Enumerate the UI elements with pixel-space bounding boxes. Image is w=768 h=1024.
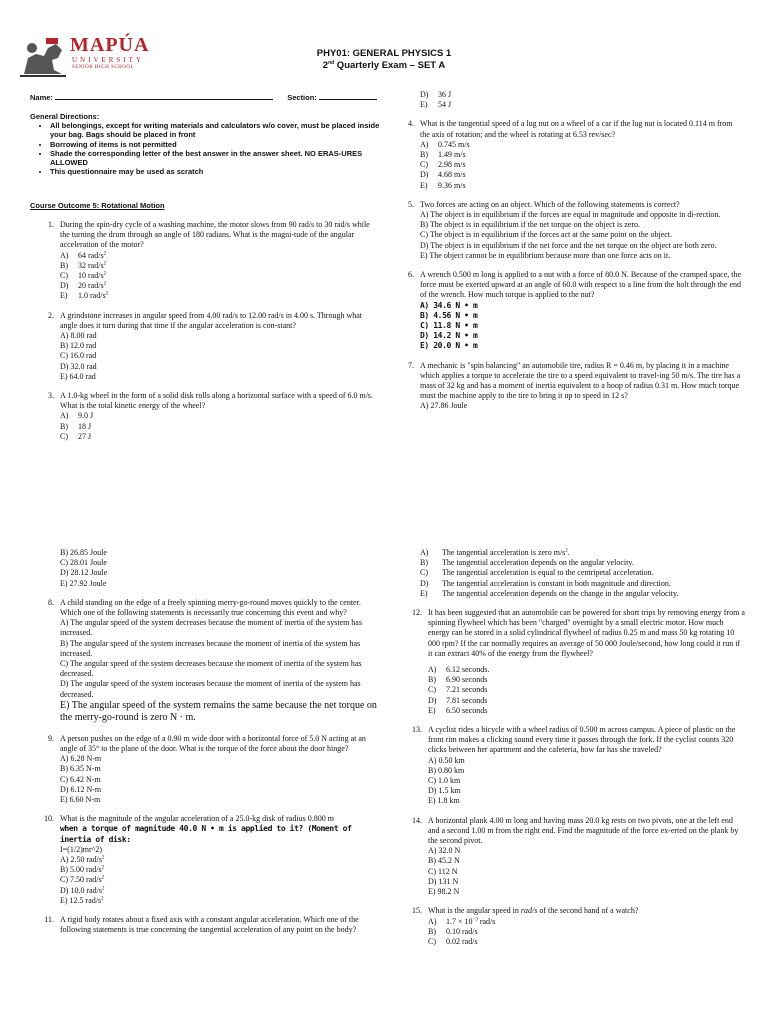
question-text: A cyclist rides a bicycle with a wheel radius of 0.500 m across campus. A piece of plastic on the front rim makes a clicking sound every time it passes through the fork. If the cyclist counts 320 clicks between her apartment and the cafeteria, how far has she traveled?: [428, 725, 736, 755]
answer-option: C) The tangential acceleration is equal to the centripetal acceleration.: [420, 568, 654, 578]
question-10: 10. What is the magnitude of the angular acceleration of a 25.0-kg disk of radius 0.800 m when a torque of magnitude 40.0 N • m is applied to it? (Moment of inertia of disk: I=(1/2)mr^2) A) 2.50 rad/$s^2$ B) 5.00 rad/$s^2$ C) 7.50 rad/$s^2$ D) 10.0 rad/$s^2$ E) 12.5 rad/$s^2$: [38, 814, 378, 906]
mapua-emblem-icon: [18, 34, 68, 78]
question-text: A child standing on the edge of a freely spinning merry-go-round moves quickly to the center. Which one of the following statements is necessarily true concerning this event and why?: [60, 597, 361, 618]
answer-option: A) 64 rad/$s^2$: [60, 250, 107, 260]
page2-left-column: [38, 548, 378, 945]
answer-option: D) The angular speed of the system increases because the moment of inertia of the system has decreased.: [60, 679, 361, 699]
answer-option: D) The object is in equilibrium if the net force and the net torque on the object are both zero.: [420, 240, 717, 250]
answer-option: B) 18 J: [60, 421, 92, 431]
question-text-cont: I=(1/2)mr^2): [60, 844, 103, 854]
question-4: 4. What is the tangential speed of a lug nut on a wheel of a car if the lug nut is located 0.114 m from the axis of rotation; and the wheel is rotating at 6.53 rev/sec? A) 0.745 m/s B) 1.49 m/s C) 2.98 m/s D) 4.68 m/s E) 9.36 m/s: [398, 119, 743, 190]
question-text: A horizontal plank 4.00 m long and having mass 20.0 kg rests on two pivots, one at the left end and a second 1.00 m from the right end. Find the magnitude of the force ex-erted on the plank by the second pivot.: [428, 815, 739, 846]
question-text: It has been suggested that an automobile can be powered for short trips by removing energy from a spinning flywheel which has been "charged" overnight by a small electric motor. How much energy can be stored in a solid cylindrical flywheel of radius 0.25 m and mass 50 kg rotating 10 000 rpm? If the car normally requires an average of 50 000 Joule/second, how long could it run if it can extract 40% of the energy from the flywheel?: [428, 608, 745, 658]
answer-option: B) 0.80 km: [428, 765, 465, 775]
name-field[interactable]: [55, 91, 273, 100]
answer-option: E) The object cannot be in equilibrium because more than one force acts on it.: [420, 250, 671, 260]
question-14: 14. A horizontal plank 4.00 m long and having mass 20.0 kg rests on two pivots, one at the left end and a second 1.00 m from the right end. Find the magnitude of the force ex-erted on the plank by the second pivot. A) 32.0 N B) 45.2 N C) 112 N D) 131 N E) 98.2 N: [406, 816, 746, 898]
answer-option: B) 26.85 Joule: [60, 548, 107, 557]
answer-option: E) 12.5 rad/$s^2$: [60, 895, 104, 905]
answer-option: E) 27.92 Joule: [60, 578, 107, 588]
question-2: 2. A grindstone increases in angular speed from 4.00 rad/s to 12.00 rad/s in 4.00 s. Through what angle does it turn during that time if the angular acceleration is con-stant? A) 8.00 rad B) 12.0 rad C) 16.0 rad D) 32.0 rad E) 64.0 rad: [38, 311, 378, 382]
answer-option: C) 7.50 rad/$s^2$: [60, 875, 105, 885]
answer-option: B) 45.2 N: [428, 856, 460, 866]
answer-option: D) 14.2 N • m: [420, 331, 478, 341]
answer-option: C) 28.01 Joule: [60, 558, 107, 568]
question-text: A 1.0-kg wheel in the form of a solid disk rolls along a horizontal surface with a speed of 6.0 m/s. What is the total kinetic energy of the wheel?: [60, 391, 374, 411]
answer-option: E) 64.0 rad: [60, 371, 96, 381]
answer-option: A) 34.6 N • m: [420, 300, 478, 310]
answer-option: D) 7.81 seconds: [428, 695, 488, 705]
answer-option: C) 2.98 m/s: [420, 160, 466, 170]
answer-option: A) 0.745 m/s: [420, 139, 470, 149]
answer-option: A) 9.0 J: [60, 411, 94, 421]
answer-option: D) 10.0 rad/$s^2$: [60, 885, 105, 895]
logo-university: UNIVERSITY: [72, 56, 144, 64]
name-label: Name:: [30, 93, 53, 102]
answer-option: B) 12.0 rad: [60, 341, 97, 351]
direction-item: • All belongings, except for writing materials and calculators w/o cover, must be placed inside your bag. Bags should be placed in front: [50, 121, 380, 139]
answer-option: D) 20 rad/$s^2$: [60, 281, 107, 291]
answer-option: C) 112 N: [428, 866, 458, 876]
question-text: A person pushes on the edge of a 0.90 m wide door with a horizontal force of 5.0 N acting at an angle of 35° to the plane of the door. What is the torque of the force about the door hinge?: [60, 733, 366, 754]
direction-item: • Shade the corresponding letter of the best answer in the answer sheet. NO ERAS-URES ALLOWED: [50, 149, 380, 167]
school-logo: [18, 34, 148, 78]
general-directions: [30, 112, 380, 176]
question-9: 9. A person pushes on the edge of a 0.90 m wide door with a horizontal force of 5.0 N acting at an angle of 35° to the plane of the door. What is the torque of the force about the door hinge? A) 6.28 N-m B) 6.35 N-m C) 6.42 N-m D) 6.12 N-m E) 6.60 N-m: [38, 734, 378, 805]
answer-option: B) 32 rad/$s^2$: [60, 260, 107, 270]
question-text: A rigid body rotates about a fixed axis with a constant angular acceleration. Which one of the following statements is true concerning the tangential acceleration of any point on the body?: [60, 915, 359, 935]
answer-option: E) 1.0 rad/$s^2$: [60, 291, 109, 301]
name-section-row: [30, 91, 377, 102]
answer-option: B) 0.10 rad/s: [428, 926, 478, 936]
answer-option: C) 7.21 seconds: [428, 685, 488, 695]
question-15: 15. What is the angular speed in rad/s of the second hand of a watch? A) $1.7 \times 10^{-3}$ rad/s B) 0.10 rad/s C) 0.02 rad/s: [406, 906, 746, 947]
question-3: 3. A 1.0-kg wheel in the form of a solid disk rolls along a horizontal surface with a speed of 6.0 m/s. What is the total kinetic energy of the wheel? A) 9.0 J B) 18 J C) 27 J: [38, 391, 378, 442]
question-text: What is the tangential speed of a lug nut on a wheel of a car if the lug nut is located 0.114 m from the axis of rotation; and the wheel is rotating at 6.53 rev/sec?: [420, 119, 733, 139]
question-text: A wrench 0.500 m long is applied to a nut with a force of 80.0 N. Because of the cramped space, the force must be exerted upward at an angle of 60.0 with respect to a line from the bolt through the end of the wrench. How much torque is applied to the nut?: [420, 270, 742, 300]
answer-option: B) The tangential acceleration depends on the angular velocity.: [420, 558, 634, 568]
answer-option: C) 27 J: [60, 431, 92, 441]
answer-option: C) 0.02 rad/s: [428, 936, 478, 946]
answer-option: C) The object is in equilibrium if the forces act at the same point on the object.: [420, 230, 673, 240]
answer-option: E) 54 J: [420, 100, 452, 110]
question-7: 7. A mechanic is "spin balancing" an automobile tire, radius R = 0.46 m, by placing it in a machine which applies a torque to accelerate the tire to a speed equivalent to travel-ing 50 m/s. The tire has a mass of 32 kg and has a moment of inertia equivalent to a hoop of radius 0.31 m. How much torque must the machine apply to the tire to bring it up to speed in 12 s? A) 27.86 Joule: [398, 361, 743, 412]
answer-option: D) 4.68 m/s: [420, 170, 466, 180]
page1-right-column: [398, 90, 743, 421]
answer-option: C) 16.0 rad: [60, 351, 97, 361]
answer-option: A) 27.86 Joule: [420, 401, 468, 411]
answer-option: C) 10 rad/$s^2$: [60, 271, 107, 281]
question-11: 11. A rigid body rotates about a fixed axis with a constant angular acceleration. Which one of the following statements is true concerning the tangential acceleration of any point on the body?: [38, 915, 378, 935]
answer-option: E) 6.60 N-m: [60, 795, 101, 805]
answer-option: B) The object is in equilibrium if the net torque on the object is zero.: [420, 220, 641, 230]
answer-option: D) 32.0 rad: [60, 361, 97, 371]
answer-option: C) 1.0 km: [428, 776, 461, 786]
answer-option: A) 0.50 km: [428, 755, 465, 765]
answer-option: D) 28.12 Joule: [60, 568, 108, 578]
page2-right-column: [406, 548, 746, 956]
exam-page-2: [0, 535, 768, 1024]
answer-option: B) 6.90 seconds: [428, 675, 488, 685]
answer-option: A) 6.12 seconds.: [428, 665, 490, 675]
page1-left-column: [38, 220, 378, 451]
question-5: 5. Two forces are acting on an object. Which of the following statements is correct? A) The object is in equilibrium if the forces are equal in magnitude and opposite in di-rection. B) The object is in equilibrium if the net torque on the object is zero. C) The object is in equilibrium if the forces act at the same point on the object. D) The object is in equilibrium if the net force and the net torque on the object are both zero. E) The object cannot be in equilibrium because more than one force acts on it.: [398, 200, 743, 261]
question-13: 13. A cyclist rides a bicycle with a wheel radius of 0.500 m across campus. A piece of plastic on the front rim makes a clicking sound every time it passes through the fork. If the cyclist counts 320 clicks between her apartment and the cafeteria, how far has she traveled? A) 0.50 km B) 0.80 km C) 1.0 km D) 1.5 km E) 1.8 km: [406, 725, 746, 807]
logo-wordmark: MAPÚA: [70, 34, 150, 56]
answer-option: E) 20.0 N • m: [420, 341, 478, 351]
answer-option: B) The angular speed of the system increases because the moment of inertia of the system has increased.: [60, 638, 361, 658]
course-title: PHY01: GENERAL PHYSICS 1: [316, 48, 452, 59]
answer-option: C) 11.8 N • m: [420, 321, 478, 331]
answer-option: B) 6.35 N-m: [60, 764, 101, 774]
directions-title: General Directions:: [30, 112, 100, 121]
answer-option: E) The tangential acceleration depends on the change in the angular velocity.: [420, 588, 679, 598]
question-text: A mechanic is "spin balancing" an automobile tire, radius R = 0.46 m, by placing it in a machine which applies a torque to accelerate the tire to a speed equivalent to travel-ing 50 m/s. The tire has a mass of 32 kg and has a moment of inertia equivalent to a hoop of radius 0.31 m. How much torque must the machine apply to the tire to bring it up to speed in 12 s?: [420, 360, 741, 401]
answer-option: C) The angular speed of the system decreases because the moment of inertia of the system has decreased.: [60, 659, 362, 679]
course-outcome-heading: Course Outcome 5: Rotational Motion: [30, 201, 165, 210]
answer-option: D) 6.12 N-m: [60, 784, 102, 794]
section-label: Section:: [287, 93, 317, 102]
answer-option: C) 6.42 N-m: [60, 774, 101, 784]
question-text: During the spin-dry cycle of a washing machine, the motor slows from 90 rad/s to 30 rad/s while the turning the drum through an angle of 180 radians. What is the magni-tude of the angular acceleration of the motor?: [60, 220, 370, 250]
question-text: A grindstone increases in angular speed from 4.00 rad/s to 12.00 rad/s in 4.00 s. Through what angle does it turn during that time if the angular acceleration is con-stant?: [60, 310, 363, 330]
answer-option: E) 9.36 m/s: [420, 180, 466, 190]
question-1: 1. During the spin-dry cycle of a washing machine, the motor slows from 90 rad/s to 30 rad/s while the turning the drum through an angle of 180 radians. What is the magni-tude of the angular acceleration of the motor? A) 64 rad/$s^2$ B) 32 rad/$s^2$ C) 10 rad/$s^2$ D) 20 rad/$s^2$ E) 1.0 rad/$s^2$: [38, 220, 378, 302]
answer-option: D) 1.5 km: [428, 786, 461, 796]
answer-option: E) 98.2 N: [428, 887, 460, 897]
answer-option: B) 4.56 N • m: [420, 310, 478, 320]
question-12: 12. It has been suggested that an automobile can be powered for short trips by removing energy from a spinning flywheel which has been "charged" overnight by a small electric motor. How much energy can be stored in a solid cylindrical flywheel of radius 0.25 m and mass 50 kg rotating 10 000 rpm? If the car normally requires an average of 50 000 Joule/second, how long could it run if it can extract 40% of the energy from the flywheel? A) 6.12 seconds. B) 6.90 seconds C) 7.21 seconds D) 7.81 seconds E) 6.50 seconds: [412, 608, 745, 715]
exam-header: [250, 48, 518, 72]
answer-option: A) 32.0 N: [428, 846, 461, 856]
question-text-cont: when a torque of magnitude 40.0 N • m is applied to it? (Moment of inertia of disk:: [60, 824, 352, 844]
logo-shs: SENIOR HIGH SCHOOL: [72, 65, 135, 70]
answer-option: A) The tangential acceleration is zero $m/s^2$.: [420, 548, 570, 557]
question-text: What is the magnitude of the angular acceleration of a 25.0-kg disk of radius 0.800 m: [60, 814, 334, 824]
answer-option: E) 6.50 seconds: [428, 705, 488, 715]
answer-option: A) The object is in equilibrium if the forces are equal in magnitude and opposite in di-rection.: [420, 210, 721, 220]
question-8: 8. A child standing on the edge of a freely spinning merry-go-round moves quickly to the center. Which one of the following statements is necessarily true concerning this event and why? A) The angular speed of the system decreases because the moment of inertia of the system has increased. B) The angular speed of the system increases because the moment of inertia of the system has increased. C) The angular speed of the system decreases because the moment of inertia of the system has decreased. D) The angular speed of the system increases because the moment of inertia of the system has decreased. E) The angular speed of the system remains the same because the net torque on the merry-go-round is zero N · m.: [48, 597, 377, 724]
section-field[interactable]: [319, 91, 377, 100]
answer-option: A) 2.50 rad/$s^2$: [60, 855, 105, 865]
answer-option: A) 6.28 N-m: [60, 754, 102, 764]
answer-option: D) The tangential acceleration is constant in both magnitude and direction.: [420, 578, 671, 588]
answer-option: D) 131 N: [428, 876, 459, 886]
question-6: 6. A wrench 0.500 m long is applied to a nut with a force of 80.0 N. Because of the cramped space, the force must be exerted upward at an angle of 60.0 with respect to a line from the bolt through the end of the wrench. How much torque is applied to the nut? A) 34.6 N • m B) 4.56 N • m C) 11.8 N • m D) 14.2 N • m E) 20.0 N • m: [408, 270, 742, 351]
answer-option: A) 8.00 rad: [60, 331, 97, 341]
question-text: What is the angular speed in rad/s of the second hand of a watch?: [428, 906, 639, 916]
answer-option: D) 36 J: [420, 90, 452, 99]
question-text: Two forces are acting on an object. Which of the following statements is correct?: [420, 199, 680, 209]
answer-option: E) The angular speed of the system remains the same because the net torque on the merry-go-round is zero N · m.: [60, 699, 377, 724]
exam-title: 2nd Quarterly Exam – SET A: [322, 59, 446, 71]
answer-option: E) 1.8 km: [428, 796, 460, 806]
direction-item: • This questionnaire may be used as scratch: [50, 167, 380, 176]
answer-option: A) $1.7 \times 10^{-3}$ rad/s: [428, 916, 496, 926]
direction-item: • Borrowing of items is not permitted: [50, 140, 380, 149]
answer-option: B) 5.00 rad/$s^2$: [60, 865, 105, 875]
answer-option: A) The angular speed of the system decreases because the moment of inertia of the system has increased.: [60, 618, 362, 638]
answer-option: B) 1.49 m/s: [420, 150, 466, 160]
